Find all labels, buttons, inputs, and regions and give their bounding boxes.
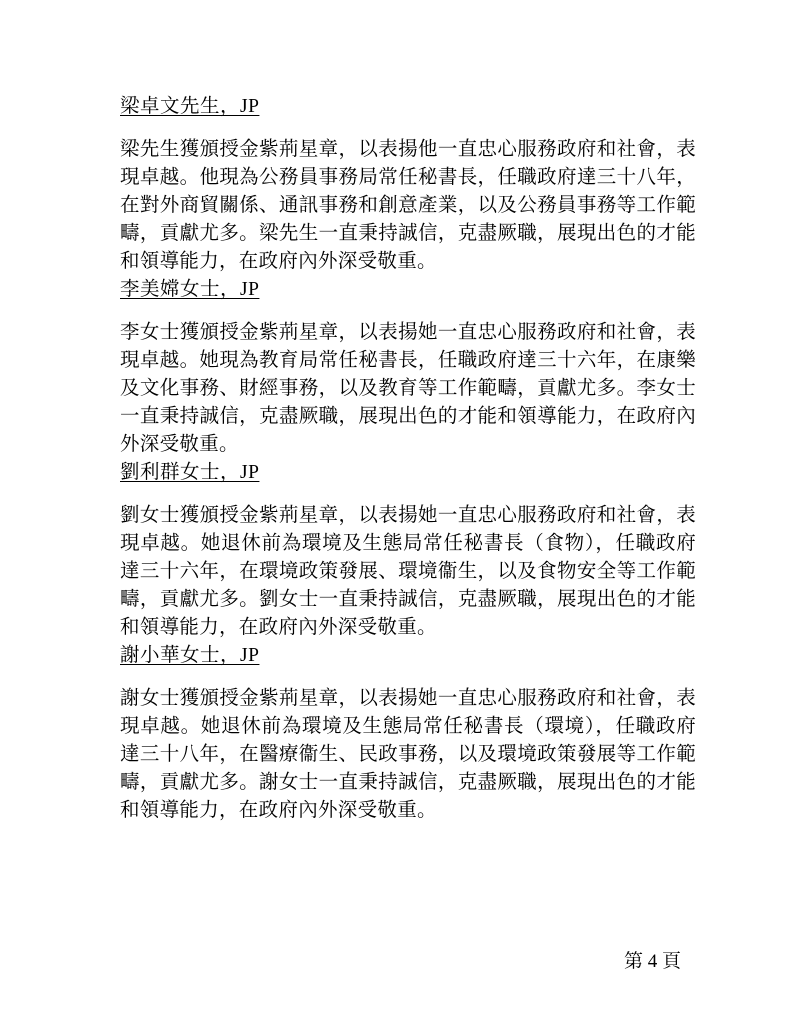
citation-section-1 [120, 93, 696, 276]
recipient-name-text: 謝小華女士，JP [120, 645, 260, 666]
recipient-name-heading [120, 93, 696, 121]
citation-section-3 [120, 459, 696, 642]
citation-paragraph: 梁先生獲頒授金紫荊星章，以表揚他一直忠心服務政府和社會，表現卓越。他現為公務員事務局常任秘書長，任職政府達三十八年，在對外商貿關係、通訊事務和創意產業，以及公務員事務等工作範疇，貢獻尤多。梁先生一直秉持誠信，克盡厥職，展現出色的才能和領導能力，在政府內外深受敬重。 [120, 139, 696, 272]
recipient-name-heading [120, 276, 696, 304]
page-number: 第 4 頁 [624, 951, 682, 972]
recipient-name-heading [120, 642, 696, 670]
recipient-name-heading [120, 459, 696, 487]
citation-section-2 [120, 276, 696, 459]
recipient-name-text: 劉利群女士，JP [120, 462, 260, 483]
document-content [120, 93, 696, 825]
citation-paragraph: 劉女士獲頒授金紫荊星章，以表揚她一直忠心服務政府和社會，表現卓越。她退休前為環境及生態局常任秘書長（食物），任職政府達三十六年，在環境政策發展、環境衞生，以及食物安全等工作範疇，貢獻尤多。劉女士一直秉持誠信，克盡厥職，展現出色的才能和領導能力，在政府內外深受敬重。 [120, 505, 696, 638]
citation-paragraph: 謝女士獲頒授金紫荊星章，以表揚她一直忠心服務政府和社會，表現卓越。她退休前為環境及生態局常任秘書長（環境），任職政府達三十八年，在醫療衞生、民政事務，以及環境政策發展等工作範疇，貢獻尤多。謝女士一直秉持誠信，克盡厥職，展現出色的才能和領導能力，在政府內外深受敬重。 [120, 688, 696, 821]
citation-section-4 [120, 642, 696, 825]
recipient-name-text: 梁卓文先生，JP [120, 96, 260, 117]
citation-paragraph: 李女士獲頒授金紫荊星章，以表揚她一直忠心服務政府和社會，表現卓越。她現為教育局常任秘書長，任職政府達三十六年，在康樂及文化事務、財經事務，以及教育等工作範疇，貢獻尤多。李女士一直秉持誠信，克盡厥職，展現出色的才能和領導能力，在政府內外深受敬重。 [120, 322, 696, 455]
recipient-name-text: 李美嫦女士，JP [120, 279, 260, 300]
